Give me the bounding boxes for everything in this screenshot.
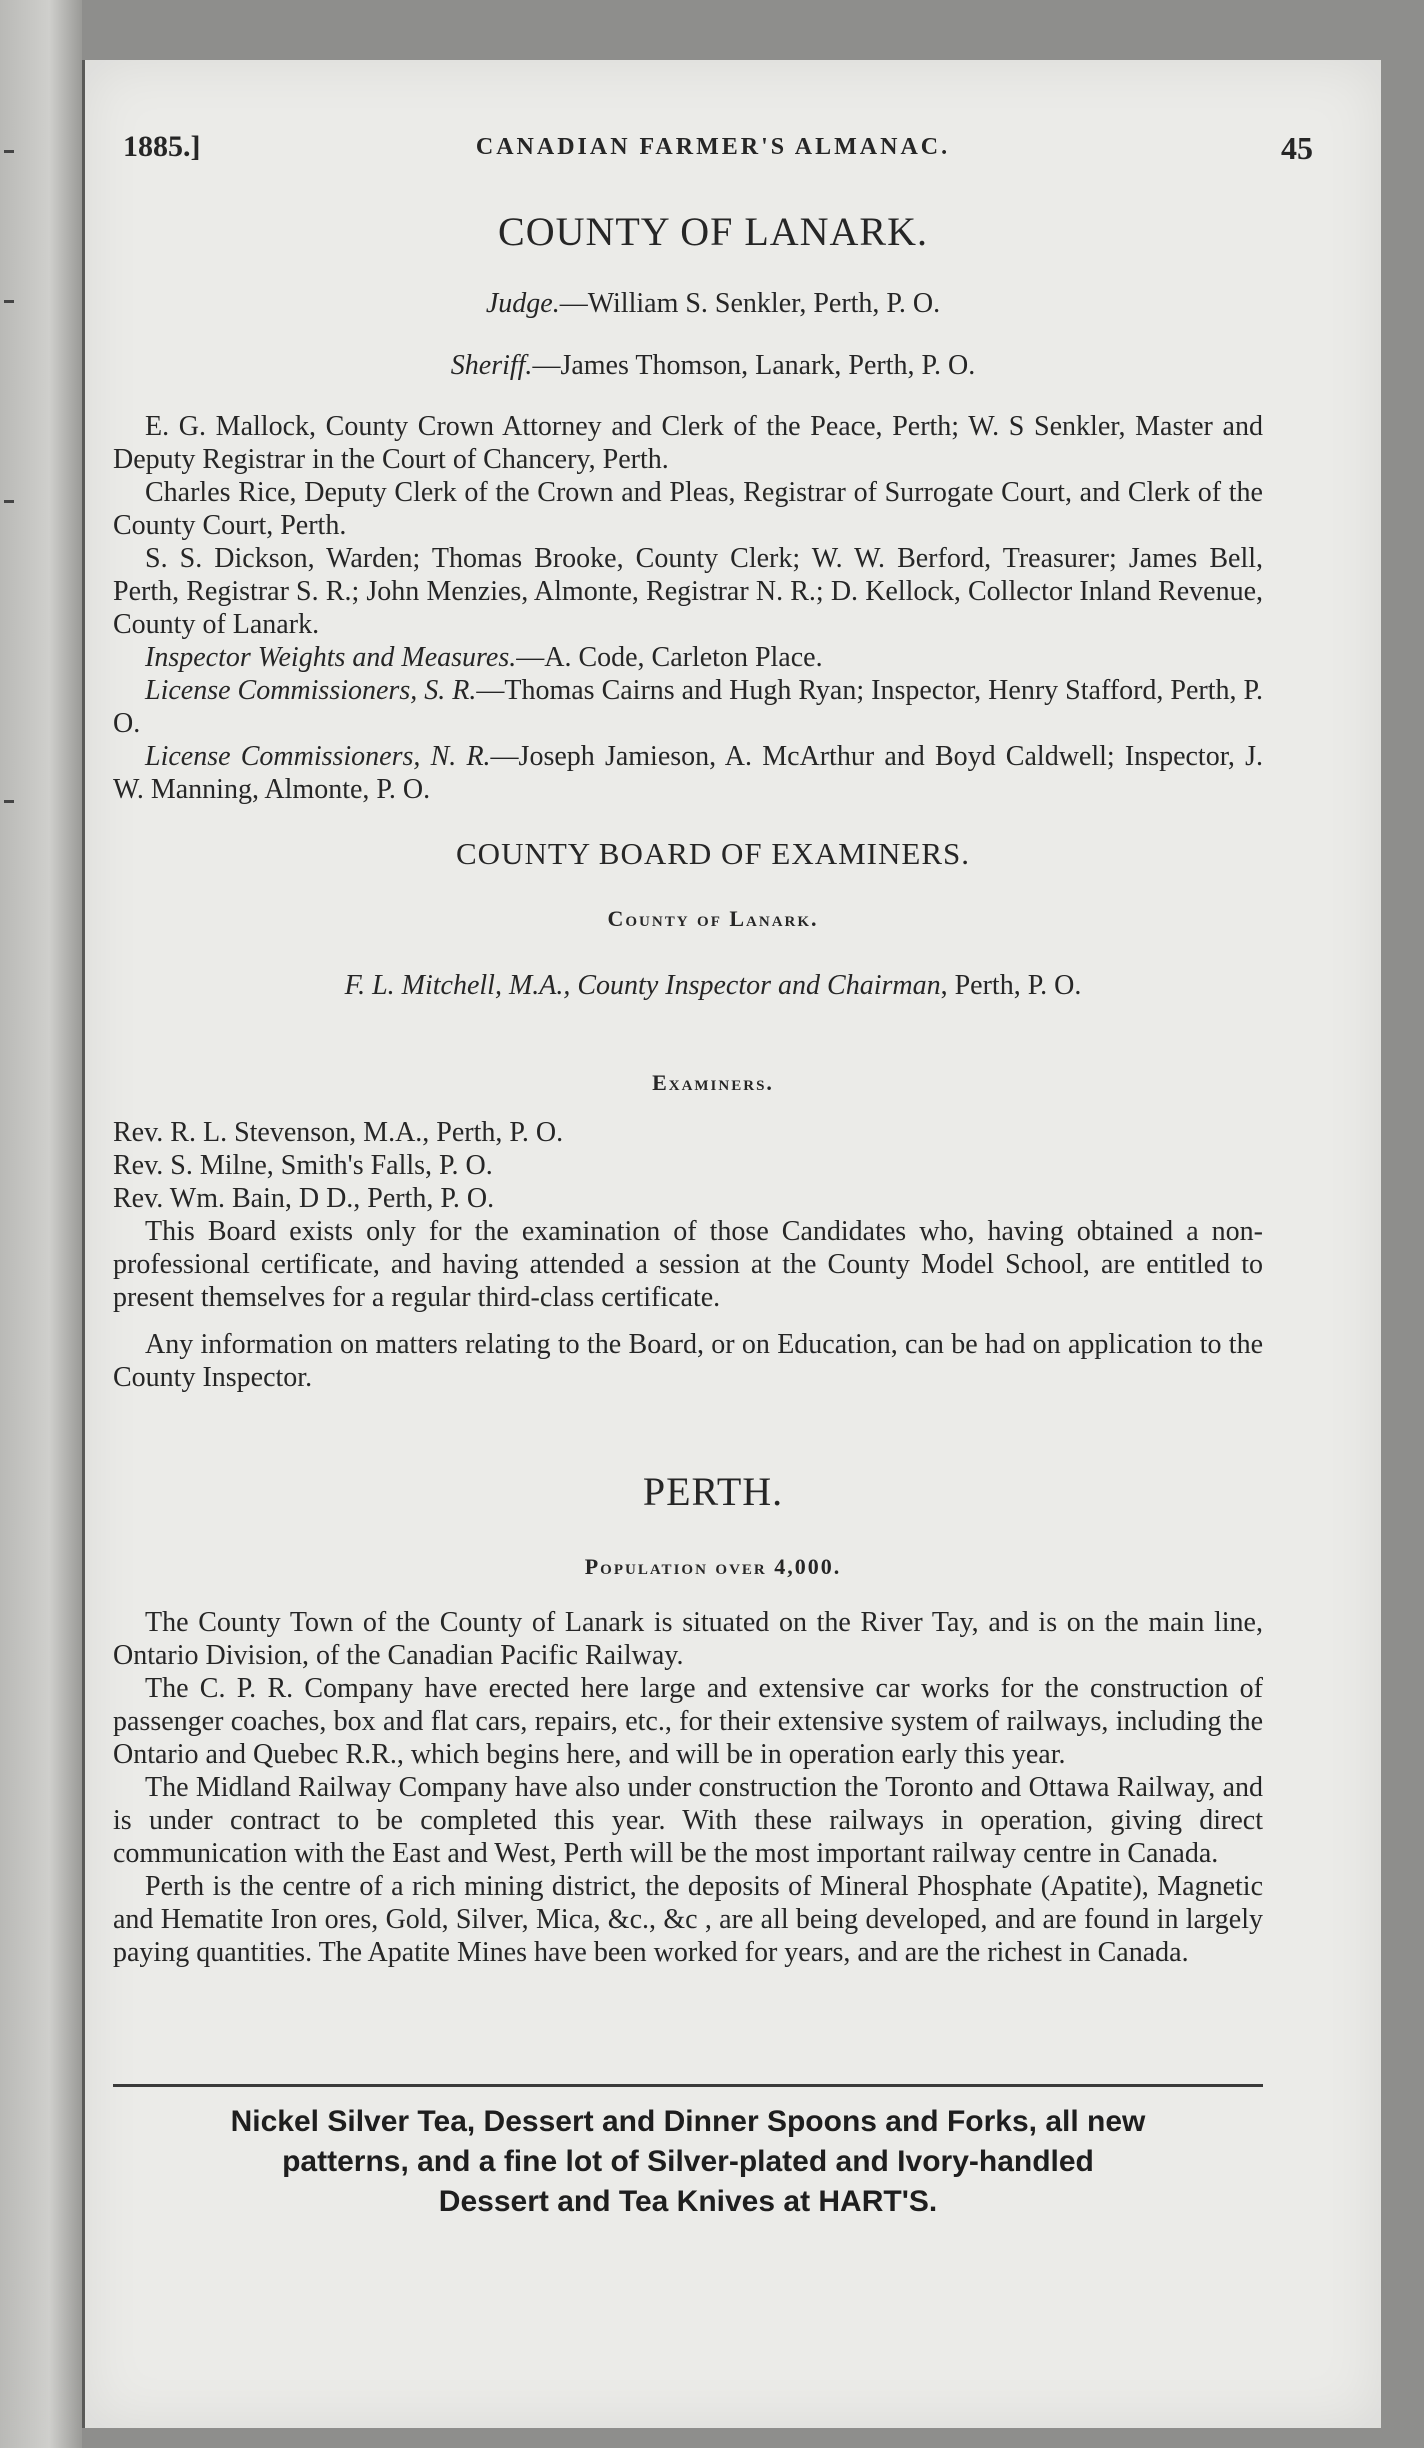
inspector-name: F. L. Mitchell, M.A., County Inspector and Chairman bbox=[344, 970, 941, 1001]
perth-paragraph: The C. P. R. Company have erected here large and extensive car works for the construction of passenger coaches, box and flat cars, repairs, etc., for their extensive system of railways, including the Ontario and Quebec R.R., which begins here, and will be in operation early this year. bbox=[113, 1673, 1263, 1770]
perth-paragraph: The County Town of the County of Lanark is situated on the River Tay, and is on the main line, Ontario Division, of the Canadian Pacific Railway. bbox=[113, 1607, 1263, 1671]
official-role: License Commissioners, N. R. bbox=[145, 741, 491, 772]
page-edge-mark bbox=[4, 500, 14, 503]
official-text: Charles Rice, Deputy Clerk of the Crown and Pleas, Registrar of Surrogate Court, and Clerk of the County Court, Perth. bbox=[113, 477, 1263, 541]
examiner-entry: Rev. Wm. Bain, D D., Perth, P. O. bbox=[113, 1183, 495, 1214]
officials-list bbox=[113, 410, 1263, 806]
page-edge-mark bbox=[4, 800, 14, 803]
sheriff-line bbox=[113, 350, 1313, 382]
board-title: COUNTY BOARD OF EXAMINERS. bbox=[456, 836, 970, 871]
examiner-entry: Rev. S. Milne, Smith's Falls, P. O. bbox=[113, 1150, 493, 1181]
perth-title: PERTH. bbox=[642, 1469, 784, 1514]
population-line: Population over 4,000. bbox=[584, 1554, 842, 1579]
official-entry bbox=[113, 410, 1263, 476]
page-edge-mark bbox=[4, 300, 14, 303]
official-role: License Commissioners, S. R. bbox=[145, 675, 477, 706]
official-entry bbox=[113, 641, 1263, 674]
examiners-list bbox=[113, 1116, 1263, 1394]
board-subtitle: County of Lanark. bbox=[607, 906, 819, 931]
examiner-entry: Rev. R. L. Stevenson, M.A., Perth, P. O. bbox=[113, 1117, 564, 1148]
official-entry bbox=[113, 674, 1263, 740]
official-role: Inspector Weights and Measures. bbox=[145, 642, 517, 673]
ad-line: Nickel Silver Tea, Dessert and Dinner Spoons and Forks, all new bbox=[230, 2105, 1146, 2138]
inspector-line bbox=[113, 970, 1313, 1002]
divider-rule bbox=[113, 2084, 1263, 2087]
perth-paragraph: Perth is the centre of a rich mining district, the deposits of Mineral Phosphate (Apatite), Magnetic and Hematite Iron ores, Gold, Silver, Mica, &c., &c , are all being developed, and are found in largely paying quantities. The Apatite Mines have been worked for years, and are the richest in Canada. bbox=[113, 1871, 1263, 1968]
perth-paragraph: The Midland Railway Company have also under construction the Toronto and Ottawa Railway, and is under contract to be completed this year. With these railways in operation, giving direct communication with the East and West, Perth will be the most important railway centre in Canada. bbox=[113, 1772, 1263, 1869]
page-edge-mark bbox=[4, 150, 14, 153]
hart-advertisement bbox=[113, 2102, 1263, 2222]
adjacent-page-edge bbox=[0, 0, 82, 2448]
county-title: COUNTY OF LANARK. bbox=[498, 209, 928, 254]
board-paragraph: Any information on matters relating to the Board, or on Education, can be had on application to the County Inspector. bbox=[113, 1329, 1263, 1393]
examiners-heading: Examiners. bbox=[652, 1070, 774, 1095]
judge-role: Judge. bbox=[485, 288, 560, 319]
page-number: 45 bbox=[1281, 130, 1313, 166]
sheriff-text: —James Thomson, Lanark, Perth, P. O. bbox=[532, 350, 976, 381]
inspector-address: , Perth, P. O. bbox=[940, 970, 1082, 1001]
perth-description bbox=[113, 1606, 1263, 1969]
official-text: —A. Code, Carleton Place. bbox=[516, 642, 823, 673]
running-head-year: 1885.] bbox=[123, 130, 201, 163]
judge-text: —William S. Senkler, Perth, P. O. bbox=[559, 288, 941, 319]
running-head bbox=[113, 130, 1313, 180]
official-text: E. G. Mallock, County Crown Attorney and Clerk of the Peace, Perth; W. S Senkler, Master and Deputy Registrar in the Court of Chancery, Perth. bbox=[113, 411, 1263, 475]
ad-line: Dessert and Tea Knives at HART'S. bbox=[438, 2185, 938, 2218]
official-text: —Joseph Jamieson, A. McArthur and Boyd Caldwell; Inspector, J. W. Manning, Almonte, P. O. bbox=[113, 741, 1263, 805]
almanac-page bbox=[82, 60, 1381, 2428]
board-paragraph: This Board exists only for the examination of those Candidates who, having obtained a non-professional certificate, and having attended a session at the County Model School, are entitled to present themselves for a regular third-class certificate. bbox=[113, 1216, 1263, 1313]
judge-line bbox=[113, 288, 1313, 320]
official-entry bbox=[113, 542, 1263, 641]
official-entry bbox=[113, 476, 1263, 542]
running-head-title: CANADIAN FARMER'S ALMANAC. bbox=[475, 134, 951, 160]
official-entry bbox=[113, 740, 1263, 806]
ad-line: patterns, and a fine lot of Silver-plated and Ivory-handled bbox=[282, 2145, 1094, 2178]
sheriff-role: Sheriff. bbox=[450, 350, 533, 381]
official-text: S. S. Dickson, Warden; Thomas Brooke, County Clerk; W. W. Berford, Treasurer; James Bell, Perth, Registrar S. R.; John Menzies, Almonte, Registrar N. R.; D. Kellock, Collector Inland Revenue, County of Lanark. bbox=[113, 543, 1263, 640]
official-text: —Thomas Cairns and Hugh Ryan; Inspector, Henry Stafford, Perth, P. O. bbox=[113, 675, 1263, 739]
